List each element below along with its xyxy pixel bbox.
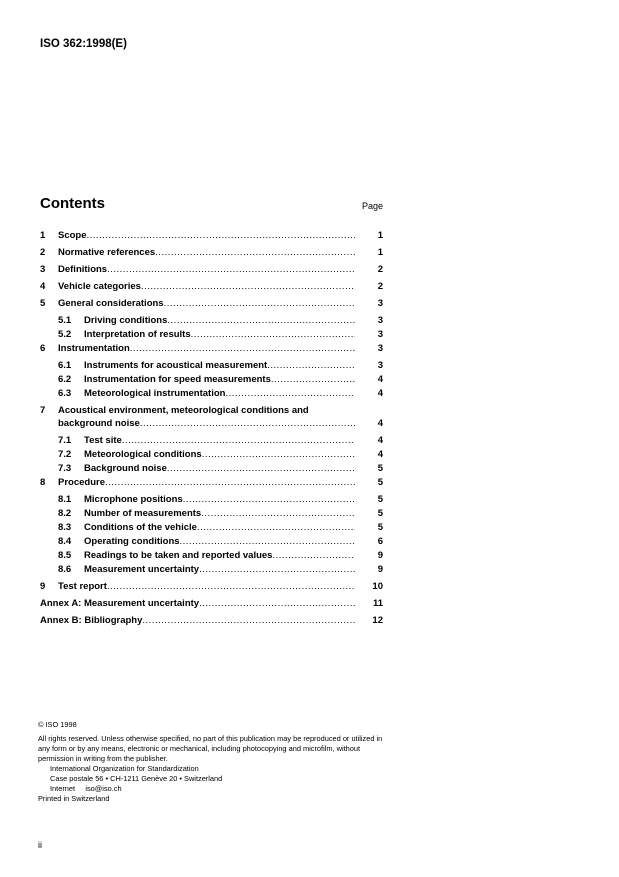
toc-number: 8.5 (58, 550, 72, 561)
leader-dots (271, 373, 355, 386)
toc-page: 3 (377, 360, 383, 371)
toc-number: 7 (40, 405, 46, 416)
toc-title: Instruments for acoustical measurement (84, 360, 268, 371)
leader-dots (225, 387, 355, 400)
toc-title: Background noise (84, 463, 167, 474)
toc-number: 8.6 (58, 564, 72, 575)
toc-number: 1 (40, 230, 46, 241)
leader-dots (130, 342, 355, 355)
toc-entry[interactable] (40, 580, 383, 593)
leader-dots (167, 314, 355, 327)
toc-title: Instrumentation for speed measurements (84, 374, 271, 385)
toc-page: 4 (377, 435, 383, 446)
publisher-internet: Internet iso@iso.ch (50, 784, 122, 793)
toc-page: 4 (377, 388, 383, 399)
toc-entry[interactable] (40, 229, 383, 242)
toc-page: 5 (377, 522, 383, 533)
toc-title: Vehicle categories (58, 281, 141, 292)
toc-entry[interactable] (40, 448, 383, 461)
toc-title: Measurement uncertainty (84, 564, 200, 575)
toc-page: 10 (372, 581, 383, 592)
toc-page: 3 (377, 315, 383, 326)
toc-page: 3 (377, 329, 383, 340)
toc-entry[interactable] (40, 462, 383, 475)
copyright-line: © ISO 1998 (38, 720, 77, 729)
toc-page: 5 (377, 508, 383, 519)
toc-page: 11 (372, 598, 383, 609)
toc-title: Scope (58, 230, 87, 241)
toc-number: 2 (40, 247, 46, 258)
leader-dots (202, 448, 355, 461)
toc-page: 3 (377, 298, 383, 309)
copyright-block (38, 720, 390, 804)
leader-dots (155, 246, 355, 259)
toc-title: Interpretation of results (84, 329, 191, 340)
leader-dots (141, 280, 355, 293)
leader-dots (197, 521, 355, 534)
toc-number: 6.3 (58, 388, 72, 399)
toc-page: 5 (377, 463, 383, 474)
toc-entry[interactable] (40, 535, 383, 548)
toc-entry[interactable] (40, 434, 383, 447)
toc-entry[interactable] (40, 387, 383, 400)
toc-number: 8.3 (58, 522, 72, 533)
toc-title-line2: background noise (58, 418, 140, 429)
leader-dots (87, 229, 355, 242)
toc-entry[interactable] (40, 314, 383, 327)
toc-page: 5 (377, 477, 383, 488)
leader-dots (122, 434, 355, 447)
toc-title: Readings to be taken and reported values (84, 550, 273, 561)
document-id: ISO 362:1998(E) (40, 38, 127, 50)
toc-entry[interactable] (40, 297, 383, 310)
toc-entry[interactable] (40, 476, 383, 489)
leader-dots (201, 507, 355, 520)
toc-number: 6.1 (58, 360, 72, 371)
toc-entry[interactable] (40, 597, 383, 610)
toc-entry[interactable] (40, 263, 383, 276)
toc-title: Normative references (58, 247, 156, 258)
toc-page: 6 (377, 536, 383, 547)
toc-page: 4 (377, 449, 383, 460)
page-number: ii (38, 840, 42, 850)
toc-title: Operating conditions (84, 536, 180, 547)
leader-dots (167, 462, 355, 475)
toc-title: Meteorological instrumentation (84, 388, 226, 399)
toc-entry[interactable] (40, 563, 383, 576)
toc-entry[interactable] (40, 328, 383, 341)
leader-dots (142, 614, 355, 627)
toc-entry[interactable] (40, 614, 383, 627)
toc-page: 1 (377, 247, 383, 258)
copyright-notice: All rights reserved. Unless otherwise specified, no part of this publication may be reproduced or utilized in any form or by any means, electronic or mechanical, including photocopying and microfilm, without permission in writing from the publisher. (38, 734, 383, 763)
toc-page: 2 (377, 281, 383, 292)
leader-dots (105, 476, 355, 489)
toc-page: 9 (377, 564, 383, 575)
toc-title: Definitions (58, 264, 108, 275)
toc-number: 7.3 (58, 463, 72, 474)
toc-page: 4 (377, 418, 383, 429)
toc-entry[interactable] (40, 373, 383, 386)
leader-dots (199, 563, 355, 576)
toc-number: 4 (40, 281, 46, 292)
toc-number: 8.1 (58, 494, 72, 505)
leader-dots (267, 359, 355, 372)
toc-number: 5.2 (58, 329, 72, 340)
page-column-label: Page (361, 201, 383, 211)
toc-entry[interactable] (40, 493, 383, 506)
publisher-name: International Organization for Standardization (50, 764, 199, 773)
toc-title: Annex A: Measurement uncertainty (40, 598, 200, 609)
toc-entry[interactable] (40, 280, 383, 293)
toc-entry[interactable] (40, 342, 383, 355)
leader-dots (180, 535, 355, 548)
toc-number: 5.1 (58, 315, 72, 326)
toc-title: Test site (84, 435, 122, 446)
toc-number: 9 (40, 581, 46, 592)
toc-title: Driving conditions (84, 315, 168, 326)
toc-title: Number of measurements (84, 508, 202, 519)
toc-number: 6.2 (58, 374, 72, 385)
toc-entry-line2[interactable] (40, 417, 383, 430)
toc-page: 9 (377, 550, 383, 561)
toc-number: 8.2 (58, 508, 72, 519)
toc-title: Procedure (58, 477, 105, 488)
toc-number: 3 (40, 264, 46, 275)
publisher-address: Case postale 56 • CH-1211 Genève 20 • Switzerland (50, 774, 223, 783)
toc-number: 8.4 (58, 536, 72, 547)
toc-number: 7.1 (58, 435, 72, 446)
toc-number: 7.2 (58, 449, 72, 460)
leader-dots (107, 263, 355, 276)
table-of-contents (40, 228, 383, 627)
leader-dots (191, 328, 355, 341)
toc-page: 1 (377, 230, 383, 241)
toc-page: 2 (377, 264, 383, 275)
toc-title-line1: Acoustical environment, meteorological conditions and (58, 405, 309, 416)
leader-dots (183, 493, 355, 506)
toc-page: 4 (377, 374, 383, 385)
toc-page: 5 (377, 494, 383, 505)
toc-title: Instrumentation (58, 343, 130, 354)
toc-title: Meteorological conditions (84, 449, 202, 460)
toc-title: Conditions of the vehicle (84, 522, 197, 533)
toc-page: 3 (377, 343, 383, 354)
leader-dots (164, 297, 355, 310)
toc-title: Test report (58, 581, 107, 592)
leader-dots (199, 597, 355, 610)
toc-entry[interactable] (40, 549, 383, 562)
toc-number: 5 (40, 298, 46, 309)
leader-dots (272, 549, 355, 562)
toc-title: General considerations (58, 298, 164, 309)
toc-number: 6 (40, 343, 46, 354)
printed-in: Printed in Switzerland (38, 794, 110, 803)
toc-entry[interactable] (40, 359, 383, 372)
toc-page: 12 (372, 615, 383, 626)
toc-entry[interactable] (40, 246, 383, 259)
toc-title: Microphone positions (84, 494, 183, 505)
toc-number: 8 (40, 477, 46, 488)
contents-heading: Contents (40, 195, 105, 212)
leader-dots (107, 580, 355, 593)
toc-entry[interactable] (40, 507, 383, 520)
toc-entry[interactable] (40, 521, 383, 534)
leader-dots (140, 417, 355, 430)
toc-title: Annex B: Bibliography (40, 615, 143, 626)
toc-entry-line1[interactable] (40, 404, 383, 417)
